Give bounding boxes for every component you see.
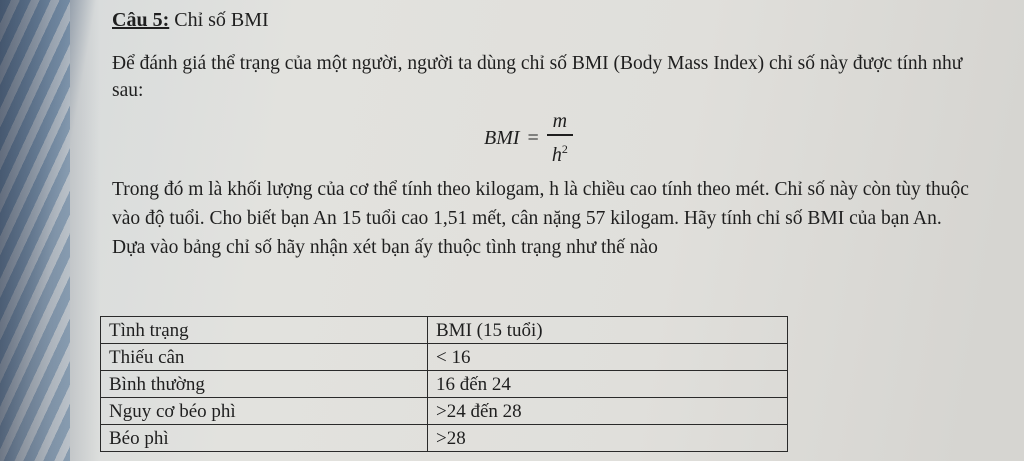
question-topic: Chỉ số BMI xyxy=(174,9,269,31)
table-row xyxy=(101,398,788,425)
formula-equals: = xyxy=(527,126,539,149)
intro-paragraph: Để đánh giá thể trạng của một người, người ta dùng chỉ số BMI (Body Mass Index) chỉ số này được tính như sau: xyxy=(112,53,963,101)
bmi-cell: < 16 xyxy=(428,344,788,371)
bmi-table xyxy=(100,316,788,452)
status-cell: Thiếu cân xyxy=(101,344,428,371)
table-row xyxy=(101,371,788,398)
bmi-cell: >24 đến 28 xyxy=(428,398,788,425)
fraction-bar xyxy=(547,134,573,135)
table-row xyxy=(101,344,788,371)
table-header-row xyxy=(101,317,788,344)
question-label: Câu 5: xyxy=(112,9,170,31)
formula-denominator: h xyxy=(551,143,562,166)
table-row xyxy=(101,425,788,452)
header-status: Tình trạng xyxy=(101,317,428,344)
bmi-cell: 16 đến 24 xyxy=(428,371,788,398)
status-cell: Nguy cơ béo phì xyxy=(101,398,428,425)
formula-lhs: BMI xyxy=(484,126,520,149)
status-cell: Bình thường xyxy=(101,371,428,398)
bmi-formula xyxy=(484,110,573,166)
formula-denominator-group xyxy=(552,138,568,166)
formula-exponent: 2 xyxy=(561,141,568,156)
formula-numerator: m xyxy=(552,110,568,133)
body-paragraph: Trong đó m là khối lượng của cơ thể tính theo kilogam, h là chiều cao tính theo mét. Chỉ số này còn tùy thuộc vào độ tuổi. Cho biết bạn An 15 tuổi cao 1,51 mết, cân nặng 57 kilogam. Hãy tính chỉ số BMI của bạn An. Dựa vào bảng chỉ số hãy nhận xét bạn ấy thuộc tình trạng như thế nào xyxy=(112,179,969,258)
formula-fraction xyxy=(547,110,573,165)
question-title xyxy=(112,9,269,32)
bmi-cell: >28 xyxy=(428,425,788,452)
status-cell: Béo phì xyxy=(101,425,428,452)
header-bmi: BMI (15 tuổi) xyxy=(428,317,788,344)
